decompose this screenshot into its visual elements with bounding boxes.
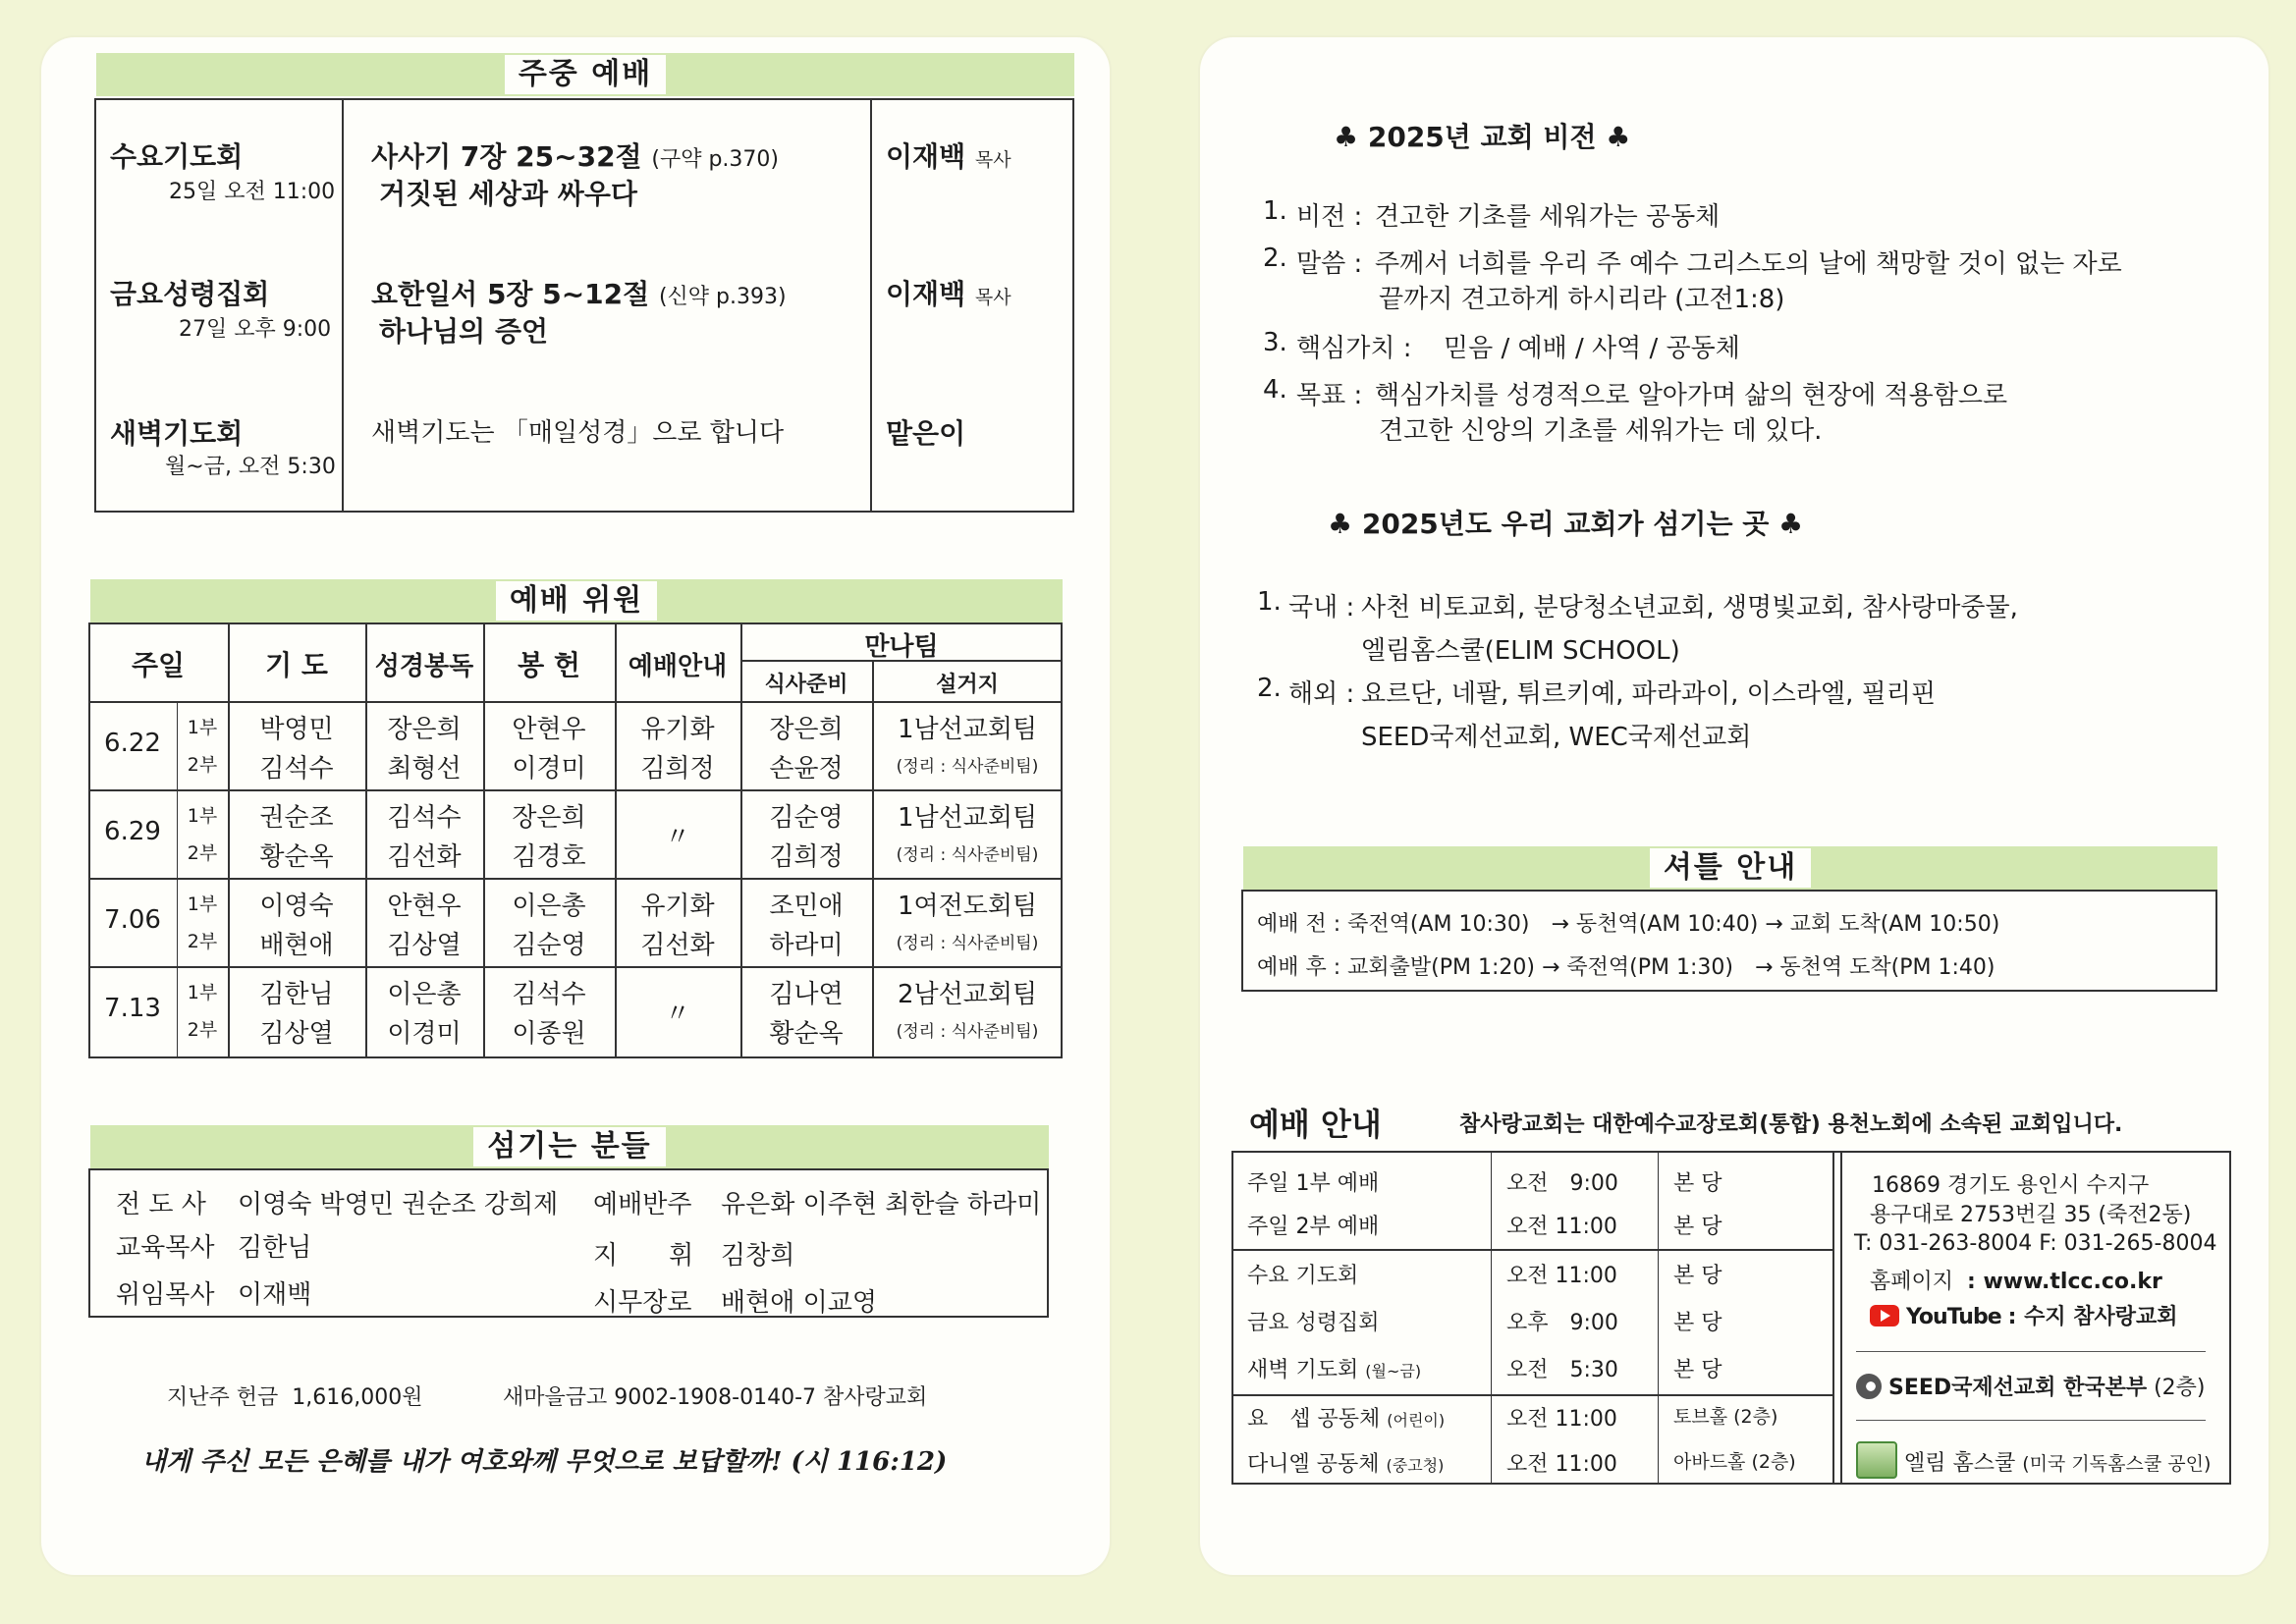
worship-name-3: 새벽기도회 bbox=[110, 417, 244, 450]
youtube-channel[interactable]: YouTube : 수지 참사랑교회 bbox=[1870, 1300, 2178, 1330]
bank-account: 새마을금고 9002-1908-0140-7 참사랑교회 bbox=[503, 1385, 928, 1410]
service-place: 토브홀 (2층) bbox=[1673, 1406, 1778, 1428]
service-place: 아바드홀 (2층) bbox=[1673, 1451, 1796, 1473]
committee-cell: 김석수 bbox=[387, 803, 462, 833]
committee-cell: 김한님 bbox=[259, 980, 334, 1009]
committee-cell: 손윤정 bbox=[769, 754, 844, 784]
service-label: 2부 bbox=[187, 1019, 218, 1041]
committee-cell: 김희정 bbox=[640, 754, 715, 784]
vision-label: 목표 : bbox=[1296, 381, 1363, 410]
service-time: 오전 5:30 bbox=[1506, 1358, 1618, 1382]
col-reading: 성경봉독 bbox=[374, 652, 474, 681]
mission-text-cont: SEED국제선교회, WEC국제선교회 bbox=[1361, 723, 1752, 752]
service-place: 본 당 bbox=[1673, 1264, 1722, 1288]
vision-text-cont: 끝까지 견고하게 하시리라 (고전1:8) bbox=[1379, 285, 1785, 314]
committee-cell: 김선화 bbox=[640, 931, 715, 960]
vision-text: 믿음 / 예배 / 사역 / 공동체 bbox=[1444, 334, 1740, 363]
guide-title: 예배 안내 bbox=[1249, 1106, 1382, 1143]
vision-title: ♣ 2025년 교회 비전 ♣ bbox=[1334, 121, 1631, 153]
weekday-worship-header: 주중 예배 bbox=[96, 53, 1074, 96]
server-names-6: 배현애 이교영 bbox=[721, 1288, 877, 1318]
committee-cell: 이종원 bbox=[512, 1019, 586, 1049]
col-prayer: 기 도 bbox=[265, 649, 328, 681]
week-date: 6.29 bbox=[104, 817, 161, 846]
week-date: 6.22 bbox=[104, 729, 161, 758]
committee-cell: 황순옥 bbox=[259, 842, 334, 872]
address-line-2: 용구대로 2753번길 35 (죽전2동) bbox=[1870, 1203, 2192, 1227]
committee-cell: 김순영 bbox=[769, 803, 844, 833]
vision-text-cont: 견고한 신앙의 기초를 세워가는 데 있다. bbox=[1379, 416, 1823, 446]
address-line-1: 16869 경기도 용인시 수지구 bbox=[1872, 1173, 2150, 1198]
elim-logo-icon bbox=[1856, 1441, 1897, 1479]
service-name: 주일 1부 예배 bbox=[1247, 1171, 1380, 1196]
committee-cell: 김나연 bbox=[769, 980, 844, 1009]
committee-cell: 김상열 bbox=[259, 1019, 334, 1049]
vision-num: 3. bbox=[1263, 328, 1287, 357]
dish-team: 1여전도회팀 bbox=[897, 892, 1038, 921]
committee-cell: 최형선 bbox=[387, 754, 462, 784]
service-time: 오전 11:00 bbox=[1506, 1215, 1617, 1239]
committee-header: 예배 위원 bbox=[90, 579, 1063, 623]
seed-logo-icon bbox=[1856, 1374, 1882, 1399]
service-time: 오후 9:00 bbox=[1506, 1311, 1618, 1335]
preacher-2: 이재백 목사 bbox=[886, 278, 1011, 310]
worship-name-1: 수요기도회 bbox=[110, 140, 244, 173]
service-name: 금요 성령집회 bbox=[1247, 1311, 1380, 1335]
col-manna: 만나팀 bbox=[864, 632, 939, 662]
server-role-4: 예배반주 bbox=[593, 1190, 692, 1219]
phone-fax: T: 031-263-8004 F: 031-265-8004 bbox=[1854, 1231, 2217, 1256]
committee-cell: 안현우 bbox=[387, 892, 462, 921]
mission-text: 요르단, 네팔, 튀르키예, 파라과이, 이스라엘, 필리핀 bbox=[1361, 679, 1936, 709]
committee-cell: 이영숙 bbox=[259, 892, 334, 921]
service-label: 2부 bbox=[187, 754, 218, 776]
committee-cell: 김희정 bbox=[769, 842, 844, 872]
server-role-3: 위임목사 bbox=[116, 1280, 215, 1310]
service-place: 본 당 bbox=[1673, 1358, 1722, 1382]
service-place: 본 당 bbox=[1673, 1215, 1722, 1239]
col-dish: 설거지 bbox=[936, 673, 999, 697]
dish-team: 2남선교회팀 bbox=[897, 980, 1038, 1009]
service-label: 2부 bbox=[187, 842, 218, 864]
server-role-2: 교육목사 bbox=[116, 1233, 215, 1263]
worship-time-2: 27일 오후 9:00 bbox=[179, 317, 332, 342]
youtube-icon bbox=[1870, 1305, 1899, 1326]
mission-num: 1. bbox=[1257, 587, 1282, 617]
shuttle-before: 예배 전 : 죽전역(AM 10:30) → 동천역(AM 10:40) → 교회 도착(AM 10:50) bbox=[1257, 912, 2000, 937]
committee-cell: 〃 bbox=[664, 1000, 690, 1029]
week-date: 7.06 bbox=[104, 905, 161, 935]
committee-cell: 안현우 bbox=[512, 715, 586, 744]
col-meal: 식사준비 bbox=[764, 673, 848, 697]
dish-team: 1남선교회팀 bbox=[897, 715, 1038, 744]
service-name: 수요 기도회 bbox=[1247, 1264, 1359, 1288]
committee-cell: 배현애 bbox=[259, 931, 334, 960]
committee-cell: 김선화 bbox=[387, 842, 462, 872]
worship-time-1: 25일 오전 11:00 bbox=[169, 180, 336, 204]
worship-name-2: 금요성령집회 bbox=[110, 278, 270, 310]
server-role-5: 지 휘 bbox=[593, 1241, 694, 1271]
service-label: 1부 bbox=[187, 893, 218, 915]
seed-mission: SEED국제선교회 한국본부 (2층) bbox=[1856, 1371, 2206, 1401]
mission-title: ♣ 2025년도 우리 교회가 섬기는 곳 ♣ bbox=[1328, 508, 1804, 540]
mission-num: 2. bbox=[1257, 674, 1282, 703]
committee-cell: 박영민 bbox=[259, 715, 334, 744]
service-time: 오전 11:00 bbox=[1506, 1452, 1617, 1477]
server-names-1: 이영숙 박영민 권순조 강희제 bbox=[238, 1190, 559, 1219]
vision-num: 4. bbox=[1263, 375, 1287, 405]
committee-cell: 이경미 bbox=[387, 1019, 462, 1049]
shuttle-after: 예배 후 : 교회출발(PM 1:20) → 죽전역(PM 1:30) → 동천역 도착(PM 1:40) bbox=[1257, 955, 1995, 980]
vision-label: 말씀 : bbox=[1296, 249, 1363, 279]
committee-cell: 김석수 bbox=[259, 754, 334, 784]
server-names-3: 이재백 bbox=[238, 1280, 312, 1310]
service-name: 주일 2부 예배 bbox=[1247, 1215, 1380, 1239]
homepage: 홈페이지 : www.tlcc.co.kr bbox=[1870, 1270, 2162, 1294]
committee-cell: 유기화 bbox=[640, 715, 715, 744]
committee-cell: 김석수 bbox=[512, 980, 586, 1009]
server-role-1: 전 도 사 bbox=[116, 1190, 206, 1219]
committee-cell: 김경호 bbox=[512, 842, 586, 872]
committee-cell: 황순옥 bbox=[769, 1019, 844, 1049]
committee-cell: 장은희 bbox=[512, 803, 586, 833]
preacher-3: 맡은이 bbox=[886, 417, 966, 450]
dish-team: 1남선교회팀 bbox=[897, 803, 1038, 833]
server-names-4: 유은화 이주현 최한슬 하라미 bbox=[721, 1190, 1042, 1219]
col-guide: 예배안내 bbox=[628, 652, 728, 681]
committee-cell: 권순조 bbox=[259, 803, 334, 833]
service-time: 오전 11:00 bbox=[1506, 1407, 1617, 1432]
service-label: 1부 bbox=[187, 717, 218, 738]
worship-scripture-2: 요한일서 5장 5~12절 (신약 p.393) bbox=[371, 278, 787, 310]
service-name: 요 셉 공동체 (어린이) bbox=[1247, 1407, 1446, 1432]
service-name: 다니엘 공동체 (중고청) bbox=[1247, 1452, 1445, 1477]
committee-cell: 조민애 bbox=[769, 892, 844, 921]
vision-num: 1. bbox=[1263, 196, 1287, 226]
vision-label: 비전 : bbox=[1296, 202, 1363, 232]
committee-cell: 이은총 bbox=[387, 980, 462, 1009]
vision-text: 주께서 너희를 우리 주 예수 그리스도의 날에 책망할 것이 없는 자로 bbox=[1375, 249, 2122, 279]
mission-label: 해외 : bbox=[1288, 679, 1355, 709]
dish-note: (정리 : 식사준비팀) bbox=[896, 1022, 1039, 1042]
worship-scripture-3: 새벽기도는 「매일성경」으로 합니다 bbox=[371, 418, 785, 448]
committee-cell: 김상열 bbox=[387, 931, 462, 960]
service-place: 본 당 bbox=[1673, 1171, 1722, 1196]
dish-note: (정리 : 식사준비팀) bbox=[896, 757, 1039, 777]
sermon-title-2: 하나님의 증언 bbox=[379, 315, 549, 348]
service-label: 1부 bbox=[187, 982, 218, 1003]
mission-text-cont: 엘림홈스쿨(ELIM SCHOOL) bbox=[1361, 636, 1680, 666]
service-label: 2부 bbox=[187, 931, 218, 952]
week-date: 7.13 bbox=[104, 994, 161, 1023]
committee-cell: 장은희 bbox=[387, 715, 462, 744]
committee-cell: 〃 bbox=[664, 823, 690, 852]
service-name: 새벽 기도회 (월~금) bbox=[1247, 1358, 1422, 1382]
committee-cell: 김순영 bbox=[512, 931, 586, 960]
offering-line: 지난주 헌금 1,616,000원 bbox=[167, 1385, 423, 1410]
worship-scripture-1: 사사기 7장 25~32절 (구약 p.370) bbox=[371, 140, 779, 173]
vision-num: 2. bbox=[1263, 244, 1287, 273]
shuttle-header: 셔틀 안내 bbox=[1243, 846, 2217, 890]
col-sunday: 주일 bbox=[131, 649, 186, 681]
server-names-2: 김한님 bbox=[238, 1233, 312, 1263]
vision-label: 핵심가치 : bbox=[1296, 334, 1412, 363]
service-time: 오전 11:00 bbox=[1506, 1264, 1617, 1288]
verse: 내게 주신 모든 은혜를 내가 여호와께 무엇으로 보답할까! (시 116:12) bbox=[141, 1447, 948, 1477]
worship-time-3: 월~금, 오전 5:30 bbox=[165, 455, 336, 479]
preacher-1: 이재백 목사 bbox=[886, 140, 1011, 173]
server-role-6: 시무장로 bbox=[593, 1288, 692, 1318]
mission-label: 국내 : bbox=[1288, 593, 1355, 623]
service-place: 본 당 bbox=[1673, 1311, 1722, 1335]
vision-text: 핵심가치를 성경적으로 알아가며 삶의 현장에 적용함으로 bbox=[1375, 381, 2008, 410]
dish-note: (정리 : 식사준비팀) bbox=[896, 934, 1039, 953]
committee-cell: 유기화 bbox=[640, 892, 715, 921]
sermon-title-1: 거짓된 세상과 싸우다 bbox=[379, 178, 637, 210]
vision-text: 견고한 기초를 세워가는 공동체 bbox=[1375, 202, 1721, 232]
committee-cell: 이경미 bbox=[512, 754, 586, 784]
committee-cell: 이은총 bbox=[512, 892, 586, 921]
dish-note: (정리 : 식사준비팀) bbox=[896, 845, 1039, 865]
committee-cell: 장은희 bbox=[769, 715, 844, 744]
affiliation: 참사랑교회는 대한예수교장로회(통합) 용천노회에 소속된 교회입니다. bbox=[1459, 1112, 2123, 1137]
service-label: 1부 bbox=[187, 805, 218, 827]
mission-text: 사천 비토교회, 분당청소년교회, 생명빛교회, 참사랑마중물, bbox=[1361, 593, 2018, 623]
col-offering: 봉 헌 bbox=[518, 649, 580, 681]
servers-header: 섬기는 분들 bbox=[90, 1125, 1049, 1168]
server-names-5: 김창희 bbox=[721, 1241, 795, 1271]
elim-school: 엘림 홈스쿨 (미국 기독홈스쿨 공인) bbox=[1856, 1441, 2211, 1479]
committee-cell: 하라미 bbox=[769, 931, 844, 960]
service-time: 오전 9:00 bbox=[1506, 1171, 1618, 1196]
